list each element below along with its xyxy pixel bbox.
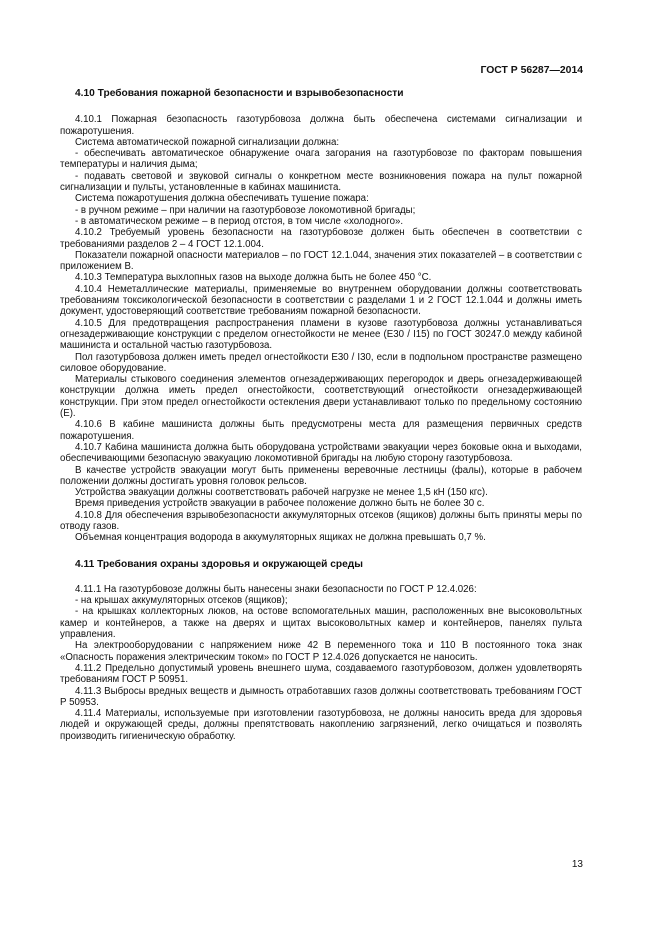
list-item: - в ручном режиме – при наличии на газотурбовозе локомотивной бригады; bbox=[75, 204, 416, 216]
paragraph: Устройства эвакуации должны соответствовать рабочей нагрузке не менее 1,5 кН (150 кгс). bbox=[75, 487, 488, 499]
section-4-11-body bbox=[60, 584, 582, 742]
section-heading-4-11: 4.11 Требования охраны здоровья и окружающей среды bbox=[75, 558, 363, 570]
list-item: - в автоматическом режиме – в период отстоя, в том числе «холодного». bbox=[75, 215, 404, 227]
list-item: - подавать световой и звуковой сигналы о конкретном месте возникновения пожара на пульт пожарной сигнализации и пульты, установленные в кабинах машиниста. bbox=[60, 170, 582, 194]
paragraph: Объемная концентрация водорода в аккумуляторных ящиках не должна превышать 0,7 %. bbox=[75, 532, 486, 544]
paragraph: 4.11.3 Выбросы вредных веществ и дымность отработавших газов должны соответствовать требованиям ГОСТ Р 50953. bbox=[60, 685, 582, 708]
paragraph: 4.11.1 На газотурбовозе должны быть нанесены знаки безопасности по ГОСТ Р 12.4.026: bbox=[75, 583, 477, 595]
list-item: - на крышах аккумуляторных отсеков (ящиков); bbox=[75, 595, 288, 607]
paragraph: 4.10.2 Требуемый уровень безопасности на газотурбовозе должен быть обеспечен в соответствии с требованиями разделов 2 – 4 ГОСТ 12.1.004. bbox=[60, 227, 582, 250]
list-item: - на крышках коллекторных люков, на остове вспомогательных машин, расположенных вне высоковольтных камер и контейнеров, а также на дверях и щитах высоковольтных камер и контейнеров, панелях пульта управления. bbox=[60, 606, 582, 641]
paragraph: 4.10.6 В кабине машиниста должны быть предусмотрены места для размещения первичных средств пожаротушения. bbox=[60, 419, 582, 442]
paragraph: 4.11.2 Предельно допустимый уровень внешнего шума, создаваемого газотурбовозом, должен удовлетворять требованиям ГОСТ Р 50951. bbox=[60, 662, 582, 686]
document-header: ГОСТ Р 56287—2014 bbox=[480, 65, 583, 76]
paragraph: Пол газотурбовоза должен иметь предел огнестойкости Е30 / I30, если в подпольном пространстве размещено силовое оборудование. bbox=[60, 351, 582, 374]
list-item: - обеспечивать автоматическое обнаружение очага загорания на газотурбовозе по факторам повышения температуры и наличия дыма; bbox=[60, 148, 582, 171]
section-4-10-body bbox=[60, 114, 582, 543]
paragraph: 4.10.7 Кабина машиниста должна быть оборудована устройствами эвакуации через боковые окна и выходами, обеспечивающими безопасную эвакуацию локомотивной бригады на любую сторону газотурбовоза. bbox=[60, 441, 582, 465]
paragraph: 4.11.4 Материалы, используемые при изготовлении газотурбовоза, не должны наносить вреда для здоровья людей и окружающей среды, должны препятствовать накоплению загрязнений, легко очищаться и позволять производить гигиеническую обработку. bbox=[60, 708, 582, 742]
page-number: 13 bbox=[571, 859, 583, 870]
paragraph: 4.10.1 Пожарная безопасность газотурбовоза должна быть обеспечена системами сигнализации и пожаротушения. bbox=[60, 114, 582, 137]
paragraph: 4.10.8 Для обеспечения взрывобезопасности аккумуляторных отсеков (ящиков) должны быть приняты меры по отводу газов. bbox=[60, 509, 582, 532]
paragraph: 4.10.5 Для предотвращения распространения пламени в кузове газотурбовоза должны устанавливаться огнезадерживающие конструкции с пределом огнестойкости не менее (Е30 / I15) по ГОСТ 30247.0 между кабиной машиниста и остальной частью газотурбовоза. bbox=[60, 317, 582, 352]
paragraph: Материалы стыкового соединения элементов огнезадерживающих перегородок и дверь огнезадерживающей конструкции должна иметь предел огнестойкости, соответствующий огнестойкости огнезадерживающей конструкции. При этом предел огнестойкости остекления двери устанавливают только по предельному состоянию (Е). bbox=[60, 374, 582, 420]
paragraph: Время приведения устройств эвакуации в рабочее положение должно быть не более 30 с. bbox=[75, 498, 485, 510]
paragraph: В качестве устройств эвакуации могут быть применены веревочные лестницы (фалы), которые в рабочем положении должны достигать уровня головок рельсов. bbox=[60, 464, 582, 487]
paragraph: Система автоматической пожарной сигнализации должна: bbox=[75, 136, 340, 148]
paragraph: 4.10.3 Температура выхлопных газов на выходе должна быть не более 450 °С. bbox=[75, 272, 432, 284]
paragraph: Система пожаротушения должна обеспечивать тушение пожара: bbox=[75, 193, 369, 205]
paragraph: 4.10.4 Неметаллические материалы, применяемые во внутреннем оборудовании должны соответствовать требованиям токсикологической безопасности в соответствии с разделами 1 и 2 ГОСТ 12.1.044 и должны иметь документ, удостоверяющий соответствие требованиям пожарной безопасности. bbox=[60, 283, 582, 318]
paragraph: Показатели пожарной опасности материалов – по ГОСТ 12.1.044, значения этих показателей – в соответствии с приложением В. bbox=[60, 249, 583, 273]
paragraph: На электрооборудовании с напряжением ниже 42 В переменного тока и 110 В постоянного тока знак «Опасность поражения электрическим током» по ГОСТ Р 12.4.026 допускается не наносить. bbox=[60, 640, 582, 663]
document-body bbox=[60, 88, 582, 742]
section-heading-4-10: 4.10 Требования пожарной безопасности и взрывобезопасности bbox=[75, 88, 404, 99]
